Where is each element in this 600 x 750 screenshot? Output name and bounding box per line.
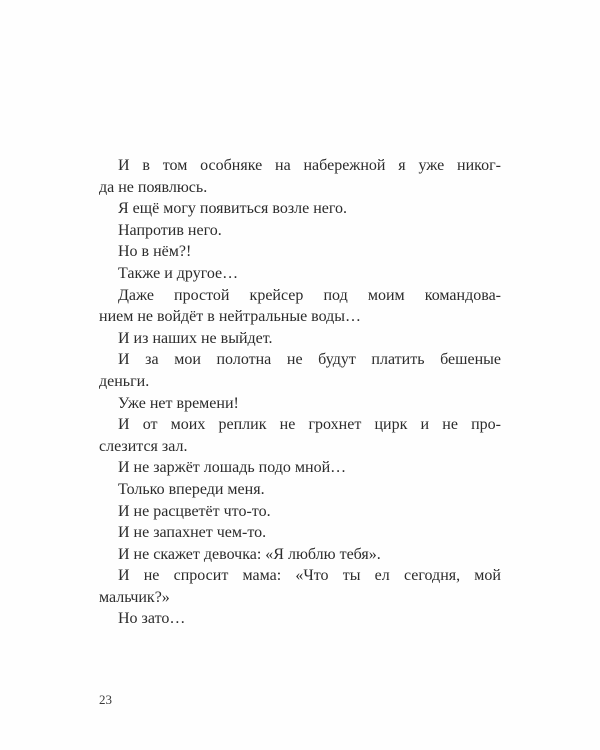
line: И не скажет девочка: «Я люблю тебя».: [118, 545, 381, 563]
line: И в том особняке на набережной я уже никог-: [118, 157, 501, 174]
line: слезится зал.: [99, 437, 188, 455]
line: мальчик?»: [99, 588, 170, 606]
paragraph-6: [99, 285, 501, 328]
paragraph-5: [99, 263, 501, 285]
line: Только впереди меня.: [118, 480, 265, 498]
line: да не появлюсь.: [99, 178, 208, 196]
line: И не спросит мама: «Что ты ел сегодня, мой: [118, 567, 501, 585]
page-number: 23: [99, 692, 112, 707]
line: Уже нет времени!: [118, 394, 239, 412]
paragraph-1: [99, 155, 501, 198]
paragraph-14: [99, 522, 501, 544]
paragraph-16: [99, 565, 501, 608]
body-text: [99, 155, 501, 630]
paragraph-7: [99, 328, 501, 350]
line: Напротив него.: [118, 221, 222, 239]
line: И не запахнет чем-то.: [118, 524, 267, 542]
paragraph-10: [99, 414, 501, 457]
paragraph-15: [99, 544, 501, 566]
paragraph-2: [99, 198, 501, 220]
line: Также и другое…: [118, 264, 239, 282]
line: Но зато…: [118, 610, 186, 628]
paragraph-17: [99, 608, 501, 630]
line: И не расцветёт что-то.: [118, 502, 271, 520]
paragraph-4: [99, 241, 501, 263]
line: И из наших не выйдет.: [118, 329, 273, 347]
line: И не заржёт лошадь подо мной…: [118, 459, 347, 477]
line: Но в нём?!: [118, 243, 192, 261]
paragraph-8: [99, 349, 501, 392]
paragraph-9: [99, 393, 501, 415]
line: деньги.: [99, 372, 150, 390]
paragraph-12: [99, 479, 501, 501]
paragraph-3: [99, 220, 501, 242]
line: Я ещё могу появиться возле него.: [118, 200, 348, 218]
line: И за мои полотна не будут платить бешеные: [118, 351, 501, 369]
line: И от моих реплик не грохнет цирк и не про-: [118, 416, 501, 434]
paragraph-11: [99, 457, 501, 479]
line: Даже простой крейсер под моим командова-: [118, 286, 501, 304]
paragraph-13: [99, 501, 501, 523]
line: нием не войдёт в нейтральные воды…: [99, 308, 362, 326]
